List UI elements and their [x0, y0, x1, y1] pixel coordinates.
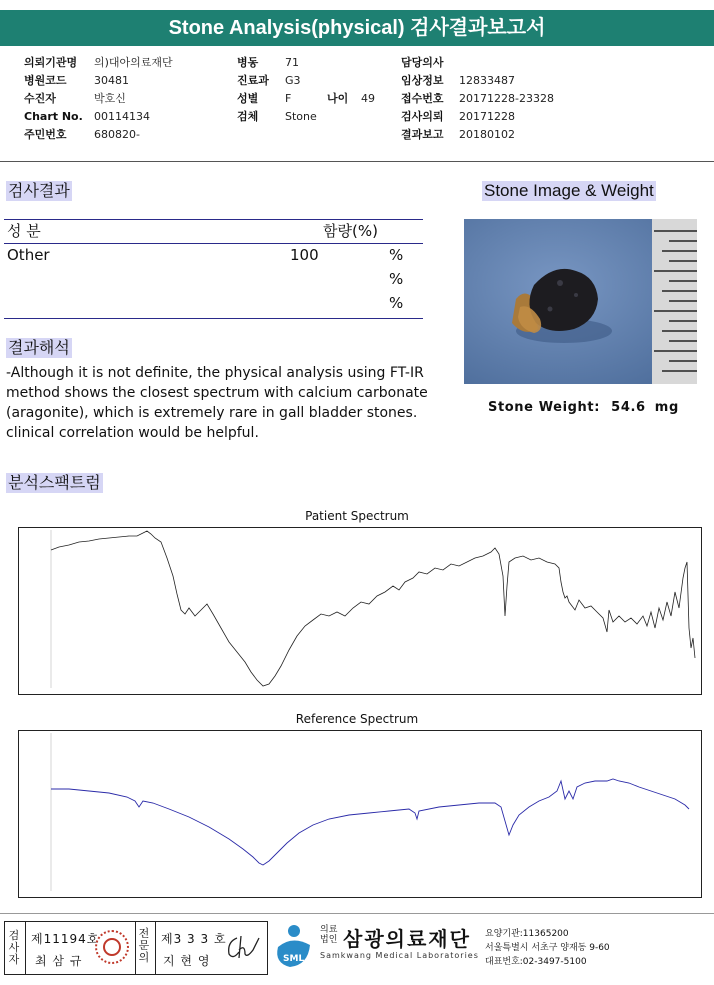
info-value: 12833487: [459, 74, 515, 87]
info-label: 접수번호: [401, 92, 444, 105]
info-value: 30481: [94, 74, 129, 87]
spectrum-title: 분석스팩트럼: [8, 473, 101, 492]
info-value: 20171228-23328: [459, 92, 554, 105]
result-amount: 100: [290, 246, 319, 264]
org-phone: 대표번호:02-3497-5100: [485, 957, 587, 967]
examiner-license-no: 제11194호: [31, 932, 100, 946]
info-col-2: [237, 54, 375, 126]
result-unit: %: [389, 294, 404, 312]
age-value: 49: [361, 92, 375, 105]
info-value: G3: [285, 74, 301, 87]
info-label: 검체: [237, 110, 259, 123]
interpretation-title: 결과해석: [8, 338, 70, 357]
info-label: 수진자: [24, 92, 56, 105]
divider: [155, 922, 156, 974]
org-prefix: [320, 925, 337, 945]
signature-icon: [223, 932, 263, 964]
info-value: 박호신: [94, 92, 126, 105]
stone-photo: [464, 219, 697, 384]
signature-box: [4, 921, 268, 975]
info-label: 의뢰기관명: [24, 56, 78, 69]
info-label: 담당의사: [401, 56, 444, 69]
info-label: 임상정보: [401, 74, 444, 87]
info-value: Stone: [285, 110, 317, 123]
info-value: 00114134: [94, 110, 150, 123]
reference-spectrum-chart: [18, 730, 702, 898]
specialist-vertical-label: 전문의: [138, 927, 150, 964]
reference-spectrum-graphic: [19, 731, 701, 897]
org-english-name: Samkwang Medical Laboratories: [320, 951, 479, 960]
result-component: Other: [7, 246, 50, 264]
info-label: Chart No.: [24, 110, 83, 123]
org-name: 삼광의료재단: [343, 927, 471, 951]
info-value: 20180102: [459, 128, 515, 141]
info-value: 71: [285, 56, 299, 69]
report-title: Stone Analysis(physical) 검사결과보고서: [0, 10, 714, 46]
results-title: 검사결과: [8, 181, 70, 200]
weight-value: 54.6: [611, 400, 646, 415]
divider: [135, 922, 136, 974]
specialist-name: 지 현 영: [163, 954, 211, 968]
org-code: 요양기관:11365200: [485, 929, 569, 939]
info-label: 병원코드: [24, 74, 67, 87]
result-unit: %: [389, 246, 404, 264]
info-label: 결과보고: [401, 128, 444, 141]
patient-spectrum-graphic: [19, 528, 701, 694]
result-unit: %: [389, 270, 404, 288]
info-label: 진료과: [237, 74, 269, 87]
examiner-seal-icon: [95, 930, 129, 964]
weight-label: Stone Weight:: [488, 400, 601, 415]
stone-title: Stone Image & Weight: [484, 181, 654, 200]
footer-divider: [0, 913, 714, 914]
info-value: 680820-: [94, 128, 140, 141]
org-prefix-top: 의료: [320, 925, 338, 935]
info-col-3: [401, 54, 554, 144]
info-col-1: [24, 54, 173, 144]
info-label: 주민번호: [24, 128, 67, 141]
table-bottom-line: [4, 318, 423, 319]
weight-unit: mg: [654, 400, 679, 415]
sml-logo-icon: [270, 921, 316, 969]
info-label: 성별: [237, 92, 259, 105]
info-label: 검사의뢰: [401, 110, 444, 123]
examiner-vertical-label: 검사자: [8, 929, 20, 966]
interpretation-text: -Although it is not definite, the physical analysis using FT-IR method shows the closest spectrum with calcium carbonate (aragonite), which is extremely rare in gall bladder stones. clinical correlation would be helpful.: [6, 365, 428, 441]
divider: [0, 161, 714, 162]
specialist-license-no: 제3 3 3 호: [161, 932, 227, 946]
org-address: 서울특별시 서초구 양재동 9-60: [485, 943, 610, 953]
stone-photo-graphic: [464, 219, 697, 384]
patient-spectrum-title: Patient Spectrum: [305, 509, 409, 523]
column-amount: 함량(%): [323, 222, 378, 240]
divider: [25, 922, 26, 974]
info-label: 병동: [237, 56, 259, 69]
info-value: 20171228: [459, 110, 515, 123]
column-component: 성 분: [7, 222, 41, 240]
age-label: 나이: [327, 92, 349, 105]
table-header-line: [4, 243, 423, 244]
examiner-name: 최 삼 규: [35, 954, 83, 968]
info-value: 의)대아의료재단: [94, 56, 173, 69]
stone-weight: [488, 400, 679, 415]
org-prefix-bottom: 법인: [320, 935, 338, 945]
info-value: F: [285, 92, 292, 105]
logo-text: SML: [283, 954, 305, 964]
reference-spectrum-title: Reference Spectrum: [295, 712, 419, 726]
patient-spectrum-chart: [18, 527, 702, 695]
